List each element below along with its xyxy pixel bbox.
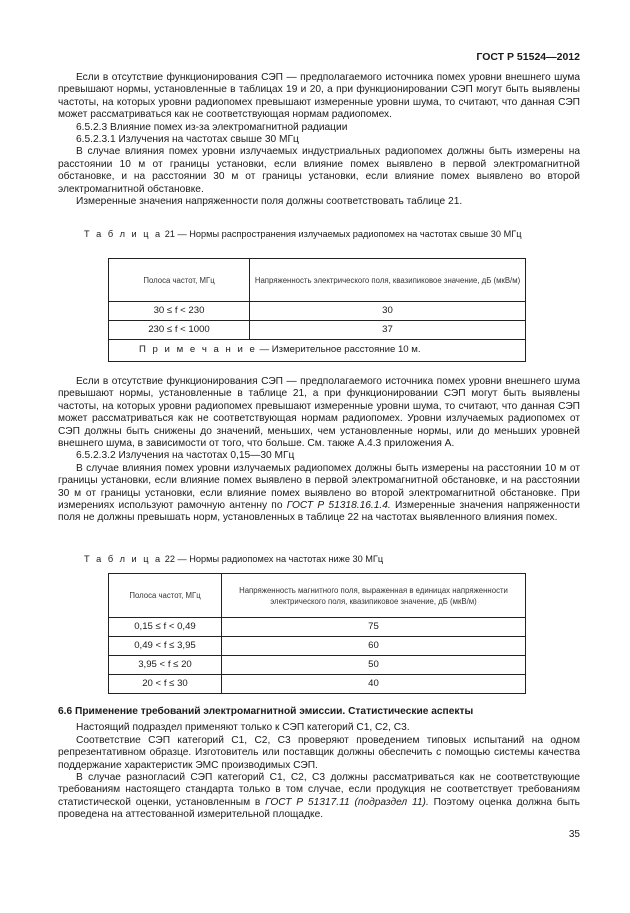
cell-band: 3,95 < f ≤ 20 [109,656,222,675]
caption-prefix: Т а б л и ц а [84,554,163,564]
section-6-6 [58,706,580,822]
document-page [58,0,580,913]
column-header-value: Напряженность магнитного поля, выраженная в единицах напряженности электрического поля, квазипиковое значение, дБ (мкВ/м) [222,574,526,618]
table-row [109,675,526,694]
paragraph: Измеренные значения напряженности поля должны соответствовать таблице 21. [76,196,463,208]
paragraph: Если в отсутствие функционирования СЭП — предполагаемого источника помех уровни внешнего шума превышают нормы, установленные в таблице 21, а при функционировании СЭП могут быть выявлены частоты, на которых уровни радиопомех превышают измеренные уровни шума, то считают, что данная СЭП может рассматриваться как не соответствующая нормам радиопомех. Уровни излучаемых радиопомех от СЭП должны быть снижены до значений, меньших, чем установленные нормы, или до меньших уровней внешнего шума, в зависимости от того, что больше. См. также А.4.3 приложения А. [58,376,580,450]
section-heading: 6.6 Применение требований электромагнитной эмиссии. Статистические аспекты [58,706,474,717]
caption-prefix: Т а б л и ц а [84,229,163,239]
table-21 [108,258,526,362]
table-row [109,302,526,321]
cell-band: 0,49 < f ≤ 3,95 [109,637,222,656]
section-block-2 [58,376,580,525]
caption-text: — Нормы радиопомех на частотах ниже 30 МГц [177,554,384,564]
caption-text: — Нормы распространения излучаемых радиопомех на частотах свыше 30 МГц [177,229,522,239]
cell-band: 0,15 ≤ f < 0,49 [109,618,222,637]
column-header-value: Напряженность электрического поля, квазипиковое значение, дБ (мкВ/м) [250,259,526,302]
paragraph [58,463,580,525]
cell-value: 37 [250,321,526,340]
table-22-caption [58,553,580,565]
subsection-heading: 6.5.2.3.2 Излучения на частотах 0,15—30 МГц [76,450,295,462]
column-header-band: Полоса частот, МГц [109,259,250,302]
paragraph: Соответствие СЭП категорий С1, С2, С3 проверяют проведением типовых испытаний на одном репрезентативном образце. Изготовитель или поставщик должны обеспечить с помощью системы качества поддержание характеристик ЭМС производимых СЭП. [58,734,580,771]
cell-value: 30 [250,302,526,321]
page-number: 35 [568,829,580,840]
cell-band: 20 < f ≤ 30 [109,675,222,694]
table-21-caption [58,228,580,240]
table-row [109,618,526,637]
table-note-row [109,340,526,362]
paragraph: В случае влияния помех уровни излучаемых индустриальных радиопомех должны быть измерены на расстоянии 10 м от границы установки, если влияние помех выявлено в первой электромагнитной обстановке, и на расстоянии 30 м от границы установки, если влияние помех выявлено во второй электромагнитной обстановке. [58,146,580,195]
note-text: — Измерительное расстояние 10 м. [259,344,421,356]
paragraph [58,772,580,822]
cell-value: 50 [222,656,526,675]
paragraph: Настоящий подраздел применяют только к СЭП категорий С1, С2, С3. [76,722,410,734]
paragraph-text: Измеренные значения напряженности поля не должны превышать норм, установленных в таблице 22 на частотах выявленного влияния помех. [58,500,580,524]
cell-band: 30 ≤ f < 230 [109,302,250,321]
column-header-band: Полоса частот, МГц [109,574,222,618]
note-prefix: П р и м е ч а н и е [139,344,257,356]
paragraph-text: В случае влияния помех уровни излучаемых радиопомех должны быть измерены на расстоянии 10 м от границы установки, если влияние помех выявлено в первой электромагнитной обстановке, и на расстоянии 30 м от границы установки, если влияние помех выявлено во второй электромагнитной обстановке. При измерениях используют рамочную антенну по [58,462,580,512]
cell-value: 60 [222,637,526,656]
cell-value: 75 [222,618,526,637]
table-row [109,321,526,340]
standard-reference: ГОСТ Р 51317.11 (подраздел 11). [265,796,429,808]
subsection-heading: 6.5.2.3 Влияние помех из-за электромагнитной радиации [76,121,348,133]
document-header: ГОСТ Р 51524—2012 [476,51,580,63]
cell-band: 230 ≤ f < 1000 [109,321,250,340]
paragraph: Если в отсутствие функционирования СЭП — предполагаемого источника помех уровни внешнего шума превышают нормы, установленные в таблицах 19 и 20, а при функционировании СЭП могут быть выявлены частоты, на которых уровни радиопомех превышают измеренные уровни шума, то считают, что данная СЭП может рассматриваться как не соответствующая нормам радиопомех. [58,72,580,121]
cell-value: 40 [222,675,526,694]
standard-reference: ГОСТ Р 51318.16.1.4. [286,500,391,512]
paragraph-text: В случае разногласий СЭП категорий С1, С2, С3 должны рассматриваться как не соответствующие требованиям настоящего стандарта только в том случае, если продукция не соответствует требованиям статистической оценки, установленным в [58,772,580,808]
section-block-1 [58,72,580,208]
table-note [109,340,526,362]
table-row [109,656,526,675]
table-22 [108,573,526,694]
caption-number: 22 [164,554,175,564]
caption-number: 21 [164,229,175,239]
paragraph-text: Поэтому оценка должна быть проведена на аттестованной измерительной площадке. [58,796,580,821]
subsection-heading: 6.5.2.3.1 Излучения на частотах свыше 30 МГц [76,134,299,146]
table-row [109,637,526,656]
